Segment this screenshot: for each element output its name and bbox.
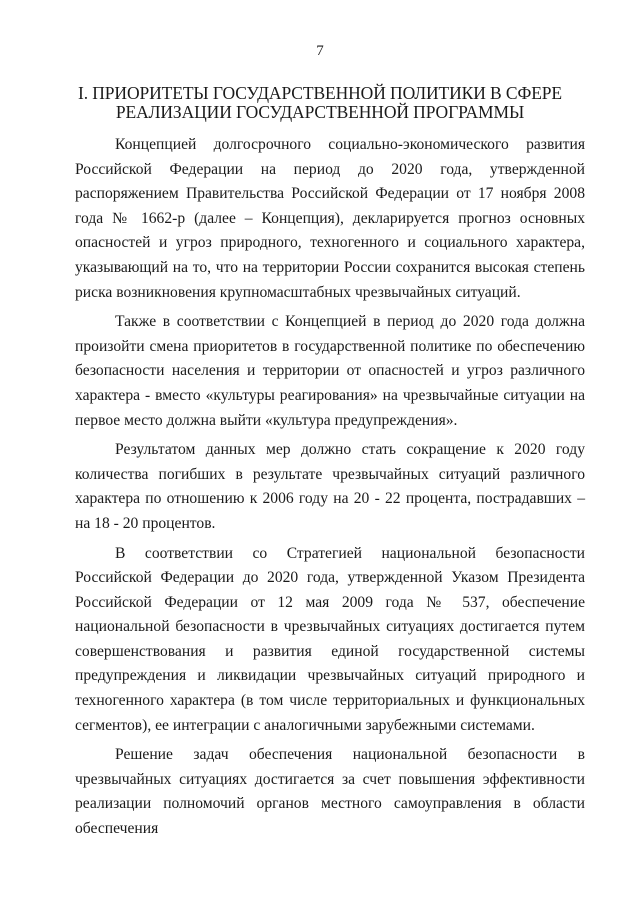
- section-heading: [60, 84, 580, 122]
- paragraph-priorities: Также в соответствии с Концепцией в период до 2020 года должна произойти смена приоритетов в государственной политике по обеспечению безопасности населения и территории от опасностей и угроз различного характера - вместо «культуры реагирования» на чрезвычайные ситуации на первое место должна выйти «культура предупреждения».: [75, 313, 585, 429]
- page-number: 7: [316, 43, 324, 59]
- paragraph-results: Результатом данных мер должно стать сокращение к 2020 году количества погибших в результате чрезвычайных ситуаций различного характера по отношению к 2006 году на 20 - 22 процента, пострадавших – на 18 - 20 процентов.: [75, 441, 585, 532]
- paragraph-strategy: В соответствии со Стратегией национальной безопасности Российской Федерации до 2020 года, утвержденной Указом Президента Российской Федерации от 12 мая 2009 года № 537, обеспечение национальной безопасности в чрезвычайных ситуациях достигается путем совершенствования и развития единой государственной системы предупреждения и ликвидации чрезвычайных ситуаций природного и техногенного характера (в том числе территориальных и функциональных сегментов), ее интеграции с аналогичными зарубежными системами.: [75, 544, 585, 734]
- section-heading-line-2: РЕАЛИЗАЦИИ ГОСУДАРСТВЕННОЙ ПРОГРАММЫ: [115, 102, 525, 122]
- body-text: [75, 133, 585, 847]
- paragraph-tasks: Решение задач обеспечения национальной безопасности в чрезвычайных ситуациях достигается за счет повышения эффективности реализации полномочий органов местного самоуправления в области обеспечения: [75, 746, 585, 838]
- section-heading-line-1: I. ПРИОРИТЕТЫ ГОСУДАРСТВЕННОЙ ПОЛИТИКИ В СФЕРЕ: [77, 83, 563, 103]
- paragraph-concept: Концепцией долгосрочного социально-экономического развития Российской Федерации на период до 2020 года, утвержденной распоряжением Правительства Российской Федерации от 17 ноября 2008 года № 1662-р (далее – Концепция), декларируется прогноз основных опасностей и угроз природного, техногенного и социального характера, указывающий на то, что на территории России сохранится высокая степень риска возникновения крупномасштабных чрезвычайных ситуаций.: [75, 136, 585, 301]
